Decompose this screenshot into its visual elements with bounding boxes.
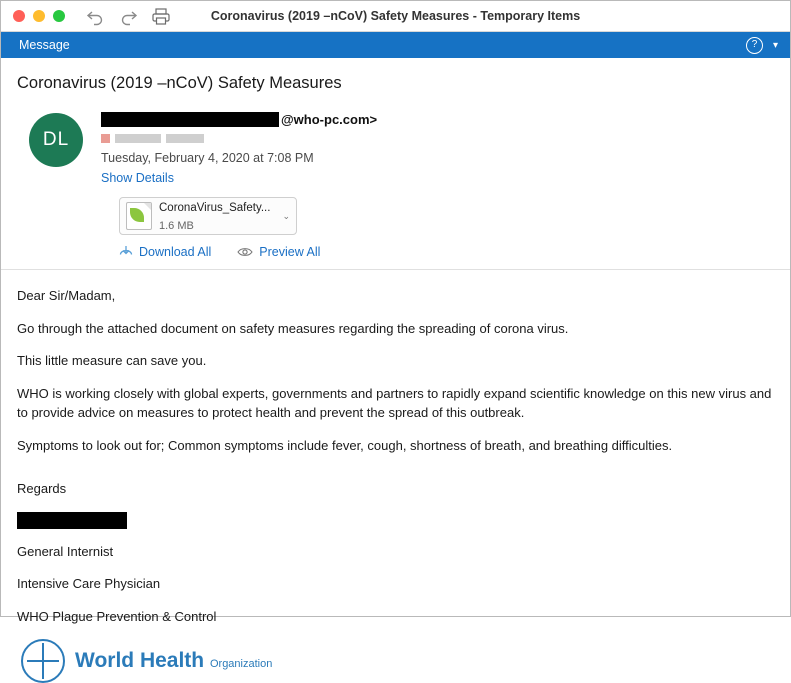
redo-icon[interactable] [119, 9, 137, 23]
sender-address [101, 111, 774, 128]
who-logo [1, 639, 790, 683]
attachment-meta [159, 198, 278, 234]
body-paragraph-3: This little measure can save you. [17, 353, 207, 368]
body-paragraph-5: Symptoms to look out for; Common symptoms include fever, cough, shortness of breath, and breathing difficulties. [17, 437, 673, 453]
recipient-blur-1 [115, 134, 161, 143]
who-logo-text [75, 650, 272, 672]
recipient-line-blurred [101, 133, 774, 144]
who-logo-line2: Organization [209, 657, 273, 670]
body-paragraph-1: Dear Sir/Madam, [17, 288, 116, 303]
window-controls [1, 10, 65, 22]
message-content [1, 58, 790, 683]
who-logo-line1: World Health [75, 648, 205, 672]
eye-icon [237, 246, 253, 258]
attachment-name: CoronaVirus_Safety... [159, 202, 271, 214]
email-subject: Coronavirus (2019 –nCoV) Safety Measures [17, 74, 342, 92]
email-body [1, 270, 790, 626]
help-icon[interactable]: ? [746, 37, 763, 54]
chevron-down-icon[interactable]: ⌄ [282, 210, 290, 221]
download-all-button[interactable] [119, 245, 211, 259]
email-header [1, 107, 790, 270]
attachment-size: 1.6 MB [159, 220, 194, 232]
redacted-sender-name [101, 112, 279, 127]
attachment-file-icon [126, 202, 152, 230]
window-title: Coronavirus (2019 –nCoV) Safety Measures - Temporary Items [210, 9, 581, 23]
redacted-signature-name [17, 512, 127, 529]
attachment-chip[interactable] [119, 197, 297, 235]
download-icon [119, 245, 133, 259]
download-all-label: Download All [139, 245, 212, 259]
tab-message[interactable]: Message [19, 38, 70, 52]
title-bar [1, 1, 790, 32]
signature-line-3: WHO Plague Prevention & Control [17, 608, 217, 624]
email-date: Tuesday, February 4, 2020 at 7:08 PM [101, 151, 314, 165]
zoom-button[interactable] [53, 10, 65, 22]
recipient-blur-2 [166, 134, 204, 143]
signature-line-2: Intensive Care Physician [17, 576, 161, 591]
body-paragraph-4: WHO is working closely with global experts, governments and partners to rapidly expand scientific knowledge on this new virus and to provide advice on measures to protect health and prevent the spread of this outbreak. [17, 385, 772, 420]
who-emblem-icon [21, 639, 65, 683]
close-button[interactable] [13, 10, 25, 22]
title-bar-toolbar [87, 8, 171, 25]
show-details-link[interactable]: Show Details [101, 171, 174, 185]
recipient-avatar-blur [101, 134, 110, 143]
minimize-button[interactable] [33, 10, 45, 22]
attachment-actions [119, 245, 774, 259]
preview-all-button[interactable] [237, 245, 320, 259]
chevron-down-icon[interactable]: ▾ [772, 39, 778, 51]
signature-regards: Regards [17, 481, 67, 496]
avatar: DL [29, 113, 83, 167]
undo-icon[interactable] [87, 9, 105, 23]
signature-line-1: General Internist [17, 543, 114, 559]
preview-all-label: Preview All [259, 245, 321, 259]
body-paragraph-2: Go through the attached document on safety measures regarding the spreading of corona virus. [17, 320, 569, 336]
print-icon[interactable] [151, 8, 171, 25]
message-ribbon [1, 32, 790, 58]
sender-domain: @who-pc.com> [281, 112, 378, 127]
ribbon-right-controls [746, 37, 778, 54]
sender-details [101, 107, 774, 259]
